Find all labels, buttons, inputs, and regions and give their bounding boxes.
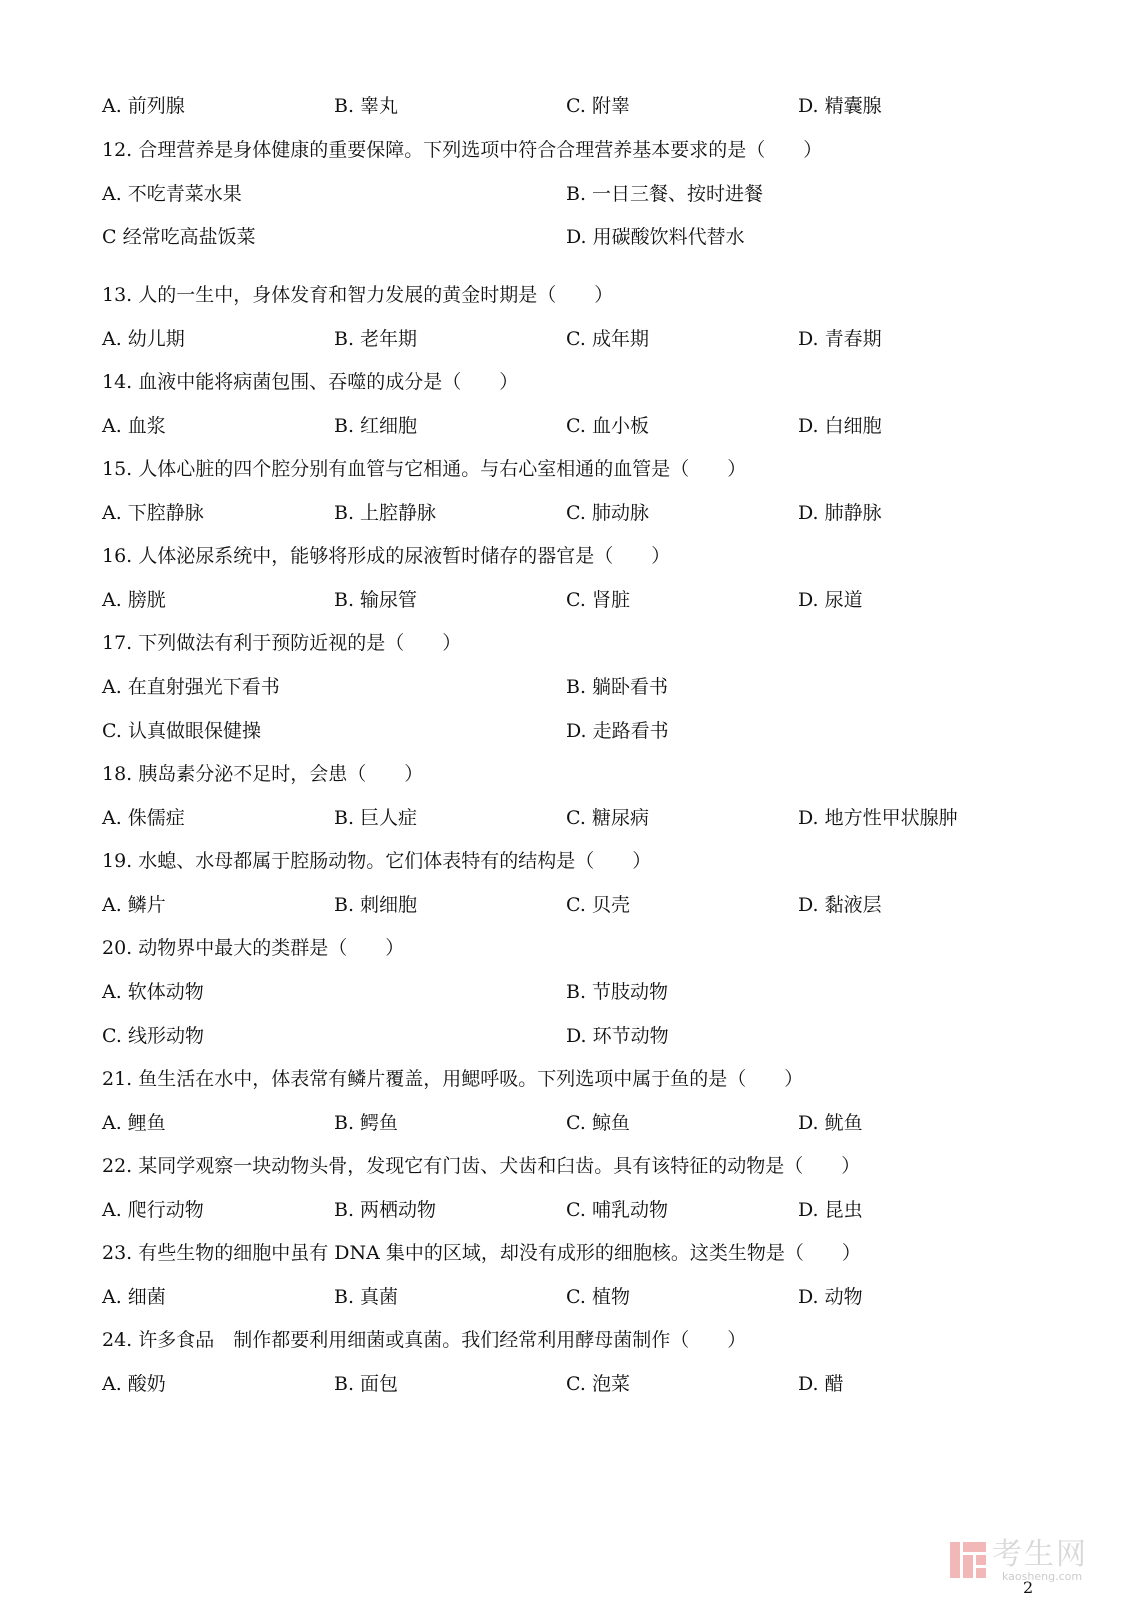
q12-option-a: A. 不吃青菜水果 <box>102 183 242 205</box>
q23-options <box>0 1282 1131 1312</box>
q19-option-a: A. 鳞片 <box>102 894 166 916</box>
q24-options <box>0 1369 1131 1399</box>
q16-option-a: A. 膀胱 <box>102 589 166 611</box>
q20-option-d: D. 环节动物 <box>566 1025 669 1047</box>
q23-option-b: B. 真菌 <box>334 1286 399 1308</box>
q11-option-d: D. 精囊腺 <box>798 95 882 117</box>
q23-option-a: A. 细菌 <box>102 1286 166 1308</box>
q12-option-b: B. 一日三餐、按时进餐 <box>566 183 764 205</box>
q20-option-a: A. 软体动物 <box>102 981 204 1003</box>
q13-option-b: B. 老年期 <box>334 328 418 350</box>
q21-options <box>0 1108 1131 1138</box>
q11-option-a: A. 前列腺 <box>102 95 185 117</box>
q18-option-d: D. 地方性甲状腺肿 <box>798 807 958 829</box>
q16-options <box>0 585 1131 615</box>
q22-option-c: C. 哺乳动物 <box>566 1199 668 1221</box>
q13-option-a: A. 幼儿期 <box>102 328 185 350</box>
q16-stem: 16. 人体泌尿系统中，能够将形成的尿液暂时储存的器官是（ ） <box>102 545 671 567</box>
q15-option-a: A. 下腔静脉 <box>102 502 204 524</box>
q15-option-d: D. 肺静脉 <box>798 502 882 524</box>
q12-options-row1 <box>0 179 1131 209</box>
q19-options <box>0 890 1131 920</box>
q13-option-d: D. 青春期 <box>798 328 882 350</box>
q22-stem: 22. 某同学观察一块动物头骨，发现它有门齿、犬齿和臼齿。具有该特征的动物是（ ） <box>102 1155 861 1177</box>
q21-option-c: C. 鲸鱼 <box>566 1112 630 1134</box>
q11-options <box>0 91 1131 121</box>
q24-option-b: B. 面包 <box>334 1373 399 1395</box>
q13-options <box>0 324 1131 354</box>
q15-options <box>0 498 1131 528</box>
q14-option-b: B. 红细胞 <box>334 415 418 437</box>
q11-option-b: B. 睾丸 <box>334 95 399 117</box>
watermark-domain: kaosheng.com <box>1002 1570 1083 1583</box>
q17-options-row1 <box>0 672 1131 702</box>
kaosheng-logo-icon <box>950 1542 986 1578</box>
q18-option-b: B. 巨人症 <box>334 807 418 829</box>
q21-option-d: D. 鱿鱼 <box>798 1112 863 1134</box>
q12-stem: 12. 合理营养是身体健康的重要保障。下列选项中符合合理营养基本要求的是（ ） <box>102 139 823 161</box>
q22-option-a: A. 爬行动物 <box>102 1199 204 1221</box>
q21-option-b: B. 鳄鱼 <box>334 1112 399 1134</box>
q12-option-c: C 经常吃高盐饭菜 <box>102 226 256 248</box>
q14-option-a: A. 血浆 <box>102 415 166 437</box>
q19-option-b: B. 刺细胞 <box>334 894 418 916</box>
q17-stem: 17. 下列做法有利于预防近视的是（ ） <box>102 632 462 654</box>
q16-option-c: C. 肾脏 <box>566 589 630 611</box>
q17-option-c: C. 认真做眼保健操 <box>102 720 261 742</box>
q11-option-c: C. 附睾 <box>566 95 630 117</box>
q17-options-row2 <box>0 716 1131 746</box>
q17-option-a: A. 在直射强光下看书 <box>102 676 280 698</box>
q15-option-c: C. 肺动脉 <box>566 502 649 524</box>
q19-stem: 19. 水螅、水母都属于腔肠动物。它们体表特有的结构是（ ） <box>102 850 652 872</box>
q18-option-c: C. 糖尿病 <box>566 807 649 829</box>
q24-stem: 24. 许多食品 制作都要利用细菌或真菌。我们经常利用酵母菌制作（ ） <box>102 1329 747 1351</box>
q12-options-row2 <box>0 222 1131 252</box>
q13-option-c: C. 成年期 <box>566 328 649 350</box>
q22-option-b: B. 两栖动物 <box>334 1199 437 1221</box>
q14-options <box>0 411 1131 441</box>
q12-option-d: D. 用碳酸饮料代替水 <box>566 226 745 248</box>
q20-stem: 20. 动物界中最大的类群是（ ） <box>102 937 405 959</box>
q21-stem: 21. 鱼生活在水中，体表常有鳞片覆盖，用鳃呼吸。下列选项中属于鱼的是（ ） <box>102 1068 804 1090</box>
q18-options <box>0 803 1131 833</box>
q15-stem: 15. 人体心脏的四个腔分别有血管与它相通。与右心室相通的血管是（ ） <box>102 458 747 480</box>
q14-stem: 14. 血液中能将病菌包围、吞噬的成分是（ ） <box>102 371 519 393</box>
q21-option-a: A. 鲤鱼 <box>102 1112 166 1134</box>
q23-stem: 23. 有些生物的细胞中虽有 DNA 集中的区域，却没有成形的细胞核。这类生物是（ ） <box>102 1242 861 1264</box>
q19-option-d: D. 黏液层 <box>798 894 882 916</box>
q20-options-row1 <box>0 977 1131 1007</box>
q18-stem: 18. 胰岛素分泌不足时，会患（ ） <box>102 763 424 785</box>
q24-option-c: C. 泡菜 <box>566 1373 630 1395</box>
watermark-name: 考生网 <box>992 1537 1088 1572</box>
q19-option-c: C. 贝壳 <box>566 894 630 916</box>
q24-option-d: D. 醋 <box>798 1373 844 1395</box>
q17-option-b: B. 躺卧看书 <box>566 676 669 698</box>
q20-options-row2 <box>0 1021 1131 1051</box>
q16-option-d: D. 尿道 <box>798 589 863 611</box>
q16-option-b: B. 输尿管 <box>334 589 418 611</box>
q13-stem: 13. 人的一生中，身体发育和智力发展的黄金时期是（ ） <box>102 284 614 306</box>
q20-option-b: B. 节肢动物 <box>566 981 669 1003</box>
q24-option-a: A. 酸奶 <box>102 1373 166 1395</box>
page-number: 2 <box>1023 1578 1034 1597</box>
kaosheng-watermark <box>950 1538 1110 1582</box>
q14-option-c: C. 血小板 <box>566 415 649 437</box>
q17-option-d: D. 走路看书 <box>566 720 669 742</box>
q15-option-b: B. 上腔静脉 <box>334 502 437 524</box>
q22-options <box>0 1195 1131 1225</box>
q22-option-d: D. 昆虫 <box>798 1199 863 1221</box>
q20-option-c: C. 线形动物 <box>102 1025 204 1047</box>
q23-option-c: C. 植物 <box>566 1286 630 1308</box>
q14-option-d: D. 白细胞 <box>798 415 882 437</box>
q23-option-d: D. 动物 <box>798 1286 863 1308</box>
q18-option-a: A. 侏儒症 <box>102 807 185 829</box>
